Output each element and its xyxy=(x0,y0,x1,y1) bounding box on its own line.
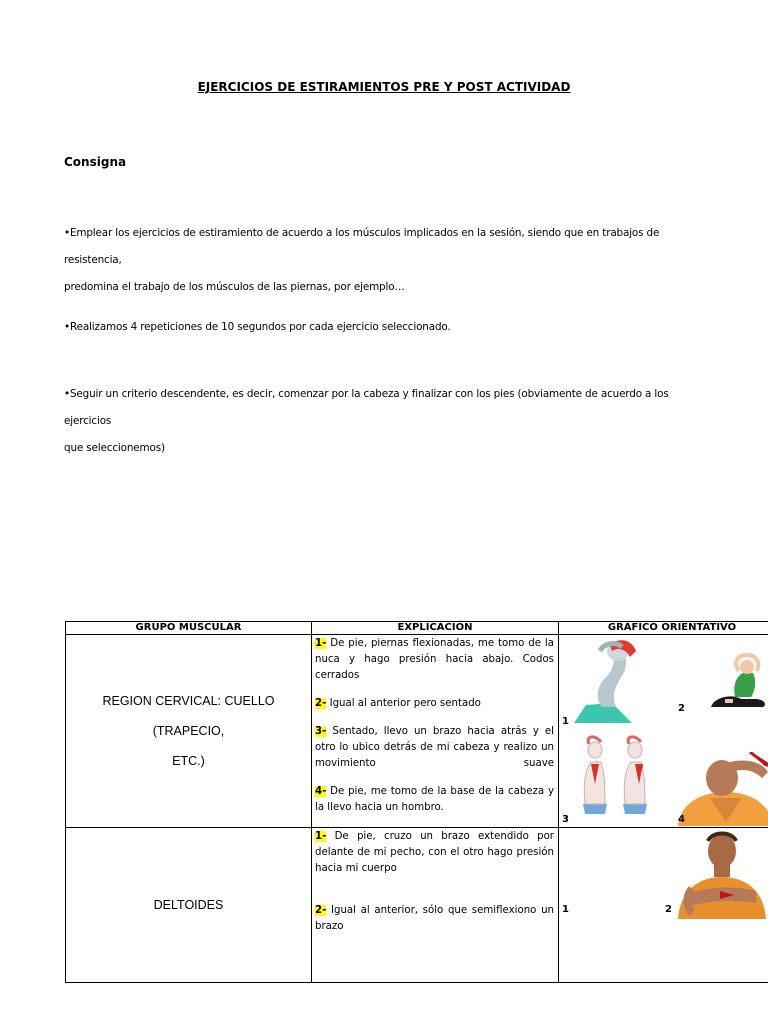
item-text: Igual al anterior pero sentado xyxy=(326,698,481,709)
paragraph-seguir xyxy=(64,381,704,462)
item-number: 4- xyxy=(315,786,327,797)
paragraph-line: que seleccionemos) xyxy=(64,442,165,454)
item-number: 1- xyxy=(315,831,327,842)
item-text: Sentado, llevo un brazo hacia atrás y el otro lo ubico detrás de mi cabeza y realizo un movimiento xyxy=(315,726,554,769)
explanation-cell xyxy=(312,635,559,828)
figure-label: 3 xyxy=(562,814,569,825)
item-text: De pie, cruzo un brazo extendido por delante de mi pecho, con el otro hago presión hacia mi cuerpo xyxy=(315,831,554,874)
graphic-cell xyxy=(559,828,768,983)
header-grafico: GRÁFICO ORIENTATIVO xyxy=(559,622,768,635)
item-text-tail: suave xyxy=(523,758,554,769)
exercise-item xyxy=(315,636,554,684)
paragraph-line: predomina el trabajo de los músculos de las piernas, por ejemplo… xyxy=(64,281,405,293)
explanation-cell xyxy=(312,828,559,983)
group-name-line: REGION CERVICAL: CUELLO (TRAPECIO, xyxy=(102,694,275,738)
exercise-table xyxy=(65,621,768,983)
exercise-item xyxy=(315,829,554,877)
paragraph-emplear xyxy=(64,220,704,301)
figure-neck-stretch-seated xyxy=(705,649,768,707)
figure-arm-behind-head xyxy=(573,734,653,814)
item-text: Igual al anterior, sólo que semiflexiono un brazo xyxy=(315,905,554,932)
item-number: 3- xyxy=(315,726,327,737)
item-number: 1- xyxy=(315,638,327,649)
exercise-item xyxy=(315,903,554,935)
figure-label: 2 xyxy=(665,904,672,915)
figure-label: 1 xyxy=(562,716,569,727)
figure-label: 1 xyxy=(562,904,569,915)
group-cell: DELTOIDES xyxy=(66,828,312,983)
consigna-heading: Consigna xyxy=(64,155,127,169)
group-cell xyxy=(66,635,312,828)
figure-label: 2 xyxy=(678,703,685,714)
table-header-row xyxy=(66,622,768,635)
group-name-line: ETC.) xyxy=(172,754,205,768)
table-row xyxy=(66,635,768,828)
exercise-item xyxy=(315,724,554,772)
document-title: EJERCICIOS DE ESTIRAMIENTOS PRE Y POST ACTIVIDAD xyxy=(197,80,571,94)
figure-label: 4 xyxy=(678,814,685,825)
figure-deltoid-stretch xyxy=(672,829,768,919)
figure-neck-stretch-standing xyxy=(572,637,652,723)
exercise-item xyxy=(315,696,554,712)
item-text: De pie, me tomo de la base de la cabeza y la llevo hacia un hombro. xyxy=(315,786,554,813)
paragraph-line: •Seguir un criterio descendente, es decir, comenzar por la cabeza y finalizar con los pies (obviamente de acuerdo a los ejercicios xyxy=(64,388,669,427)
item-text: De pie, piernas flexionadas, me tomo de la nuca y hago presión hacia abajo. Codos cerrados xyxy=(315,638,554,681)
header-grupo: GRUPO MUSCULAR xyxy=(66,622,312,635)
item-number: 2- xyxy=(315,905,327,916)
item-number: 2- xyxy=(315,698,327,709)
paragraph-realizamos: •Realizamos 4 repeticiones de 10 segundos por cada ejercicio seleccionado. xyxy=(64,321,451,333)
header-explicacion: EXPLICACIÓN xyxy=(312,622,559,635)
exercise-item xyxy=(315,784,554,816)
paragraph-line: •Emplear los ejercicios de estiramiento de acuerdo a los músculos implicados en la sesión, siendo que en trabajos de resistencia, xyxy=(64,227,660,266)
graphic-cell xyxy=(559,635,768,828)
table-row xyxy=(66,828,768,983)
